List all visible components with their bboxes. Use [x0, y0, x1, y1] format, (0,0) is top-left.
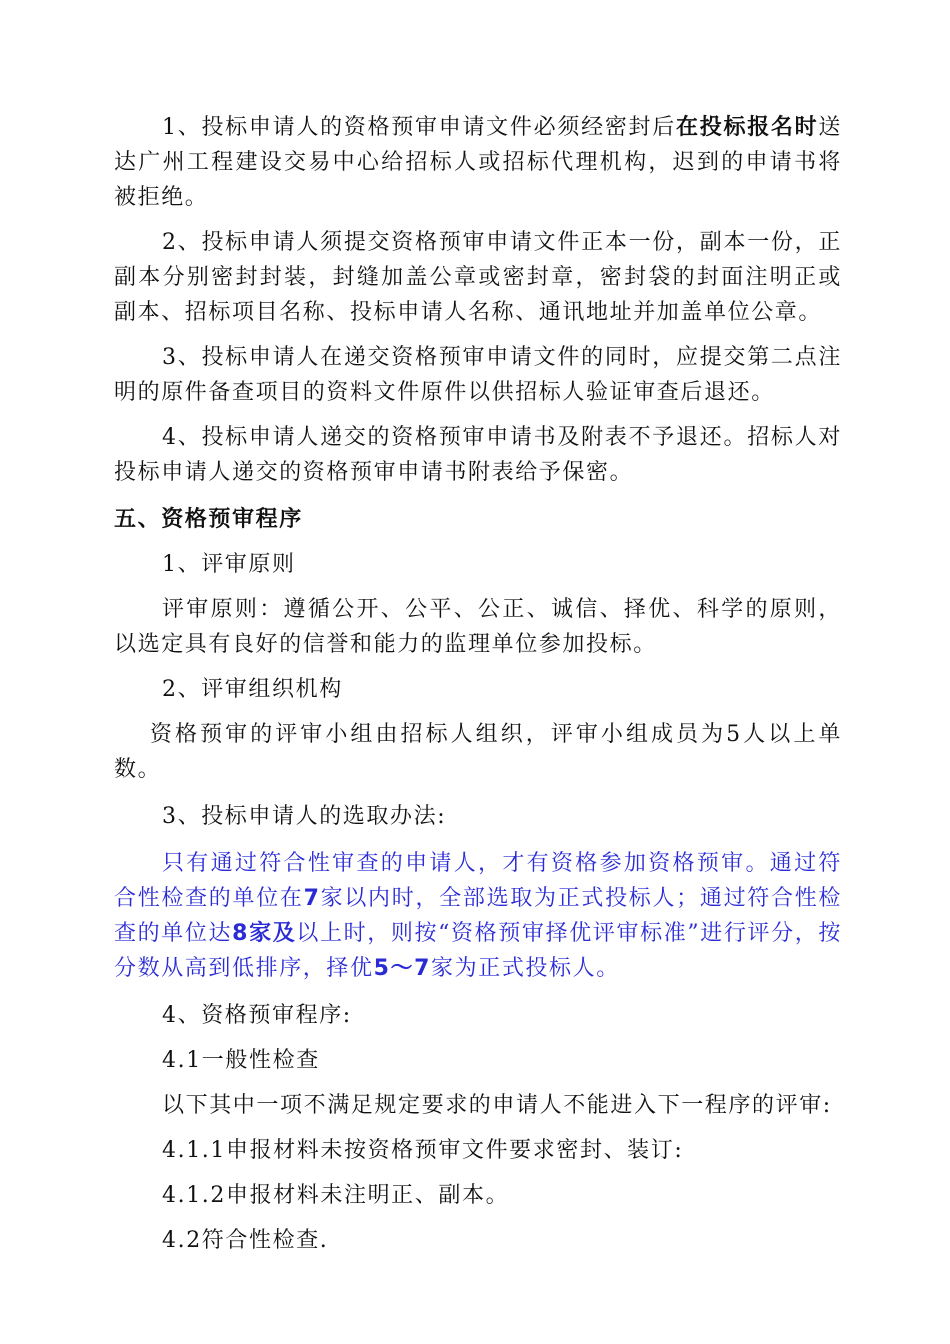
- paragraph-1: [114, 110, 842, 215]
- subsection-4-1-title: 4.1一般性检查: [162, 1048, 320, 1073]
- subsection-2-body: 资格预审的评审小组由招标人组织，评审小组成员为5人以上单数。: [114, 722, 842, 782]
- paragraph-1-bold: 在投标报名时: [676, 115, 819, 140]
- subsection-3-text-c: 以上时，则按“资格预审择优评审标准”进行评分，按分数从高到低排序，择优: [114, 921, 842, 981]
- subsection-4-2-title: 4.2符合性检查.: [162, 1228, 329, 1253]
- subsection-3-body: [114, 846, 842, 986]
- document-page: [114, 110, 842, 1258]
- subsection-3-bold-2: 8家及: [232, 921, 297, 946]
- subsection-1-title: 1、评审原则: [162, 552, 296, 577]
- paragraph-4: 4、投标申请人递交的资格预审申请书及附表不予退还。招标人对投标申请人递交的资格预审申请书附表给予保密。: [114, 425, 842, 485]
- subsection-2-title: 2、评审组织机构: [162, 677, 343, 702]
- subsection-4-1-body: 以下其中一项不满足规定要求的申请人不能进入下一程序的评审:: [162, 1093, 832, 1118]
- subsection-1-body: 评审原则：遵循公开、公平、公正、诚信、择优、科学的原则，以选定具有良好的信誉和能力的监理单位参加投标。: [114, 597, 842, 657]
- subsection-4-title: 4、资格预审程序:: [162, 1003, 352, 1028]
- subsection-3-text-a: 只有通过符合性审查的申请人，才有资格参加资格预审。通过符合性检查的单位在: [114, 851, 842, 911]
- paragraph-1-text-a: 1、投标申请人的资格预审申请文件必须经密封后: [162, 115, 677, 140]
- subsection-3-text-d: 家为正式投标人。: [431, 956, 620, 981]
- item-4-1-1: 4.1.1申报材料未按资格预审文件要求密封、装订:: [162, 1138, 684, 1163]
- subsection-3-bold-3: 5～7: [373, 956, 432, 981]
- subsection-3-text-b: 家以内时，全部选取为正式投标人；通过符合性检查的单位达: [114, 886, 842, 946]
- item-4-1-2: 4.1.2申报材料未注明正、副本。: [162, 1183, 510, 1208]
- paragraph-1-text-b: 送达广州工程建设交易中心给招标人或招标代理机构，迟到的申请书将被拒绝。: [114, 115, 842, 210]
- subsection-3-bold-1: 7: [303, 886, 321, 911]
- paragraph-3: 3、投标申请人在递交资格预审申请文件的同时，应提交第二点注明的原件备查项目的资料文件原件以供招标人验证审查后退还。: [114, 345, 842, 405]
- paragraph-2: 2、投标申请人须提交资格预审申请文件正本一份，副本一份，正副本分别密封封装，封缝加盖公章或密封章，密封袋的封面注明正或副本、招标项目名称、投标申请人名称、通讯地址并加盖单位公章。: [114, 230, 842, 325]
- section-heading: 五、资格预审程序: [114, 507, 303, 532]
- subsection-3-title: 3、投标申请人的选取办法:: [162, 804, 447, 829]
